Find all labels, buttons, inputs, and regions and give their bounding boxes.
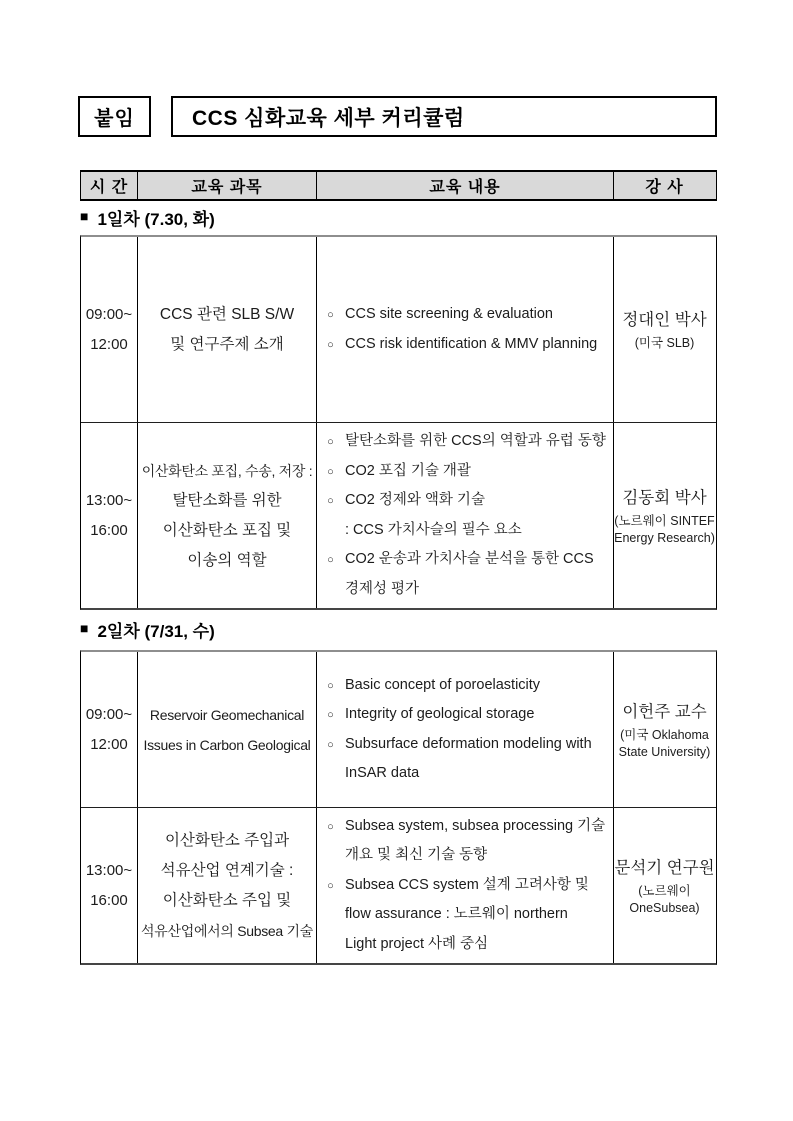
content-text: flow assurance : 노르웨이 northern xyxy=(345,906,568,923)
content-line xyxy=(324,330,613,360)
subject-cell xyxy=(137,423,316,608)
content-line xyxy=(324,516,613,546)
instructor-affiliation-line: (미국 SLB) xyxy=(634,336,695,351)
table-row xyxy=(81,652,716,807)
subject-cell xyxy=(137,237,316,422)
time-line: 09:00~ xyxy=(85,705,133,723)
instructor-name: 문석기 연구원 xyxy=(614,858,715,877)
content-text: CCS site screening & evaluation xyxy=(345,306,553,322)
content-text: Subsea CCS system 설계 고려사항 및 xyxy=(345,876,589,893)
content-line xyxy=(324,457,613,487)
time-cell xyxy=(81,652,137,807)
subject-line: 이산화탄소 주입과 xyxy=(164,831,290,849)
circle-bullet-icon: ○ xyxy=(327,465,334,478)
circle-bullet-icon: ○ xyxy=(327,879,334,892)
content-text: 개요 및 최신 기술 동향 xyxy=(345,847,488,864)
instructor-name: 이헌주 교수 xyxy=(622,702,707,721)
table-row xyxy=(81,422,716,608)
content-line xyxy=(324,427,613,457)
subject-line: CCS 관련 SLB S/W xyxy=(159,305,295,323)
schedule-table-day1 xyxy=(80,235,717,610)
instructor-affiliation-line: OneSubsea) xyxy=(629,901,700,915)
circle-bullet-icon: ○ xyxy=(327,495,334,507)
instructor-name: 정대인 박사 xyxy=(622,311,707,330)
content-cell xyxy=(316,652,613,807)
circle-bullet-icon: ○ xyxy=(327,709,334,721)
content-line xyxy=(324,300,613,330)
time-cell xyxy=(81,237,137,422)
subject-line: 이송의 역할 xyxy=(187,551,267,569)
subject-line: 석유산업 연계기술 : xyxy=(160,861,294,879)
column-header-instructor: 강 사 xyxy=(613,172,715,199)
content-cell xyxy=(316,237,613,422)
attachment-label: 붙임 xyxy=(94,108,135,130)
time-line: 12:00 xyxy=(90,335,128,353)
content-line xyxy=(324,900,613,930)
table-header-row xyxy=(80,170,717,201)
content-line xyxy=(324,871,613,901)
content-cell xyxy=(316,808,613,963)
time-line: 13:00~ xyxy=(85,491,133,509)
content-line xyxy=(324,930,613,960)
circle-bullet-icon: ○ xyxy=(327,338,334,351)
content-text: : CCS 가치사슬의 필수 요소 xyxy=(345,521,522,538)
content-text: Basic concept of poroelasticity xyxy=(345,676,541,693)
table-row xyxy=(81,807,716,963)
content-text: Subsurface deformation modeling with xyxy=(345,735,592,752)
instructor-cell xyxy=(613,423,715,608)
column-header-content: 교육 내용 xyxy=(316,172,613,199)
content-text: CO2 정제와 액화 기술 xyxy=(345,492,485,508)
content-text: 탈탄소화를 위한 CCS의 역할과 유럽 동향 xyxy=(345,433,606,449)
instructor-cell xyxy=(613,808,715,963)
section-label-text: 2일차 (7/31, 수) xyxy=(97,621,215,641)
content-line xyxy=(324,759,613,789)
circle-bullet-icon: ○ xyxy=(327,436,334,448)
instructor-affiliation-line: State University) xyxy=(618,745,711,759)
content-line xyxy=(324,545,613,575)
content-text: CCS risk identification & MMV planning xyxy=(345,335,598,352)
content-line xyxy=(324,730,613,760)
instructor-name: 김동회 박사 xyxy=(622,488,707,507)
attachment-box xyxy=(78,96,151,137)
subject-line: 이산화탄소 포집, 수송, 저장 : xyxy=(141,462,313,479)
time-cell xyxy=(81,423,137,608)
square-bullet-icon: ■ xyxy=(80,620,89,636)
content-text: Integrity of geological storage xyxy=(345,706,535,722)
column-header-subject: 교육 과목 xyxy=(137,172,316,199)
content-text: Light project 사례 중심 xyxy=(345,935,489,952)
subject-line: 및 연구주제 소개 xyxy=(170,335,284,353)
instructor-cell xyxy=(613,652,715,807)
time-cell xyxy=(81,808,137,963)
content-cell xyxy=(316,423,613,608)
subject-line: 탈탄소화를 위한 xyxy=(172,491,282,509)
document-title-box xyxy=(171,96,717,137)
schedule-table-day2 xyxy=(80,650,717,965)
content-text: CO2 운송과 가치사슬 분석을 통한 CCS xyxy=(345,551,594,567)
section-label-text: 1일차 (7.30, 화) xyxy=(97,209,215,229)
content-line xyxy=(324,812,613,842)
circle-bullet-icon: ○ xyxy=(327,309,334,321)
time-line: 16:00 xyxy=(90,521,128,539)
subject-cell xyxy=(137,652,316,807)
column-header-time: 시 간 xyxy=(89,179,129,196)
section-header-day2 xyxy=(80,614,717,644)
table-row xyxy=(81,237,716,422)
circle-bullet-icon: ○ xyxy=(327,679,334,692)
content-line xyxy=(324,700,613,730)
subject-cell xyxy=(137,808,316,963)
time-line: 13:00~ xyxy=(85,861,133,879)
subject-line: Reservoir Geomechanical xyxy=(149,706,305,723)
instructor-affiliation-line: (노르웨이 SINTEF xyxy=(614,513,715,528)
content-line xyxy=(324,486,613,516)
subject-line: Issues in Carbon Geological xyxy=(143,736,311,753)
content-line xyxy=(324,671,613,701)
circle-bullet-icon: ○ xyxy=(327,738,334,751)
content-text: InSAR data xyxy=(345,765,420,781)
circle-bullet-icon: ○ xyxy=(327,554,334,566)
instructor-affiliation-line: (노르웨이 xyxy=(638,883,691,898)
time-line: 12:00 xyxy=(90,735,128,753)
circle-bullet-icon: ○ xyxy=(327,820,334,833)
subject-line: 석유산업에서의 Subsea 기술 xyxy=(141,922,313,939)
subject-line: 이산화탄소 포집 및 xyxy=(162,521,292,539)
square-bullet-icon: ■ xyxy=(80,208,89,224)
section-header-day1 xyxy=(80,202,717,232)
content-line xyxy=(324,841,613,871)
content-text: CO2 포집 기술 개괄 xyxy=(345,462,471,479)
instructor-affiliation-line: Energy Research) xyxy=(614,531,715,545)
time-line: 09:00~ xyxy=(85,305,133,323)
content-text: Subsea system, subsea processing 기술 xyxy=(345,817,606,834)
instructor-cell xyxy=(613,237,715,422)
instructor-affiliation-line: (미국 Oklahoma xyxy=(620,727,709,742)
page-title: CCS 심화교육 세부 커리큘럼 xyxy=(192,106,465,130)
time-line: 16:00 xyxy=(90,891,128,909)
content-text: 경제성 평가 xyxy=(345,580,420,597)
content-line xyxy=(324,575,613,605)
subject-line: 이산화탄소 주입 및 xyxy=(162,891,292,909)
